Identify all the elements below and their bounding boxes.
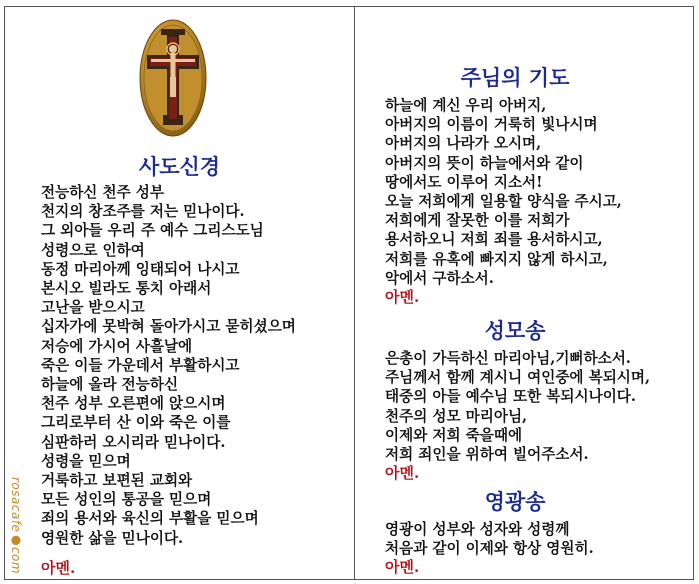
creed-line: 천지의 창조주를 저는 믿나이다. — [41, 203, 245, 221]
creed-line: 죄의 용서와 육신의 부활을 믿으며 — [41, 510, 259, 528]
glory-be-text — [385, 520, 645, 558]
prayer-line: 은총이 가득하신 마리아님,기뻐하소서. — [385, 350, 631, 367]
prayer-card — [4, 6, 694, 580]
prayer-line: 처음과 같이 이제와 항상 영원히. — [385, 540, 594, 558]
prayer-line: 천주의 성모 마리아님, — [385, 407, 528, 425]
creed-line: 죽은 이들 가운데서 부활하시고 — [41, 356, 240, 374]
glory-be-amen: 아멘. — [385, 558, 420, 577]
prayer-line: 악에서 구하소서. — [385, 269, 494, 287]
creed-line: 십자가에 못박혀 돌아가시고 묻히셨으며 — [41, 318, 296, 336]
creed-line: 그리로부터 산 이와 죽은 이를 — [41, 414, 231, 432]
hail-mary-text — [385, 349, 650, 464]
lords-prayer-amen: 아멘. — [385, 288, 420, 307]
creed-line: 심판하러 오시리라 믿나이다. — [41, 433, 226, 451]
creed-title: 사도신경 — [138, 154, 221, 179]
creed-line: 성령을 믿으며 — [41, 452, 131, 470]
prayer-line: 이제와 저희 죽을때에 — [385, 426, 523, 444]
hail-mary-title: 성모송 — [484, 318, 546, 343]
creed-line: 본시오 빌라도 통치 아래서 — [41, 280, 212, 298]
prayer-line: 태중의 아들 예수님 또한 복되시나이다. — [385, 388, 636, 406]
right-panel — [355, 7, 693, 579]
prayer-line: 주님께서 함께 계시니 여인중에 복되시며, — [385, 369, 651, 387]
creed-line: 영원한 삶을 믿나이다. — [41, 529, 184, 547]
creed-line: 그 외아들 우리 주 예수 그리스도님 — [41, 222, 264, 240]
lords-prayer-title: 주님의 기도 — [460, 65, 570, 90]
prayer-line: 저희를 유혹에 빠지지 않게 하시고, — [385, 250, 608, 268]
lords-prayer-text — [385, 96, 645, 288]
prayer-line: 하늘에 계신 우리 아버지, — [385, 97, 547, 114]
glory-be-section — [385, 491, 645, 578]
site-watermark: rosacafe●com — [9, 477, 23, 575]
prayer-line: 아버지의 나라가 오시며, — [385, 135, 542, 153]
creed-line: 고난을 받으시고 — [41, 299, 145, 317]
prayer-line: 아버지의 뜻이 하늘에서와 같이 — [385, 154, 584, 172]
creed-line: 전능하신 천주 성부 — [41, 184, 164, 201]
san-damiano-crucifix-icon — [139, 19, 207, 137]
lords-prayer-section — [385, 67, 645, 307]
prayer-line: 저희에게 잘못한 이를 저희가 — [385, 212, 570, 230]
hail-mary-section — [385, 320, 650, 483]
creed-line: 하늘에 올라 전능하신 — [41, 376, 179, 394]
creed-line: 천주 성부 오른편에 앉으시며 — [41, 395, 226, 413]
creed-line: 저승에 가시어 사흘날에 — [41, 337, 193, 355]
prayer-line: 아버지의 이름이 거룩히 빛나시며 — [385, 116, 598, 134]
prayer-line: 저희 죄인을 위하여 빌어주소서. — [385, 446, 589, 464]
left-panel — [5, 7, 355, 579]
prayer-line: 땅에서도 이루어 지소서! — [385, 173, 543, 191]
prayer-line: 영광이 성부와 성자와 성령께 — [385, 521, 570, 538]
creed-line: 모든 성인의 통공을 믿으며 — [41, 491, 212, 509]
creed-line: 성령으로 인하여 — [41, 241, 145, 259]
creed-amen: 아멘. — [41, 559, 76, 577]
creed-text — [41, 183, 296, 548]
prayer-line: 용서하오니 저희 죄를 용서하시고, — [385, 231, 603, 249]
prayer-line: 오늘 저희에게 일용할 양식을 주시고, — [385, 193, 622, 211]
hail-mary-amen: 아멘. — [385, 464, 420, 483]
glory-be-title: 영광송 — [484, 489, 546, 514]
creed-line: 거룩하고 보편된 교회와 — [41, 472, 193, 490]
creed-line: 동정 마리아께 잉태되어 나시고 — [41, 260, 240, 278]
